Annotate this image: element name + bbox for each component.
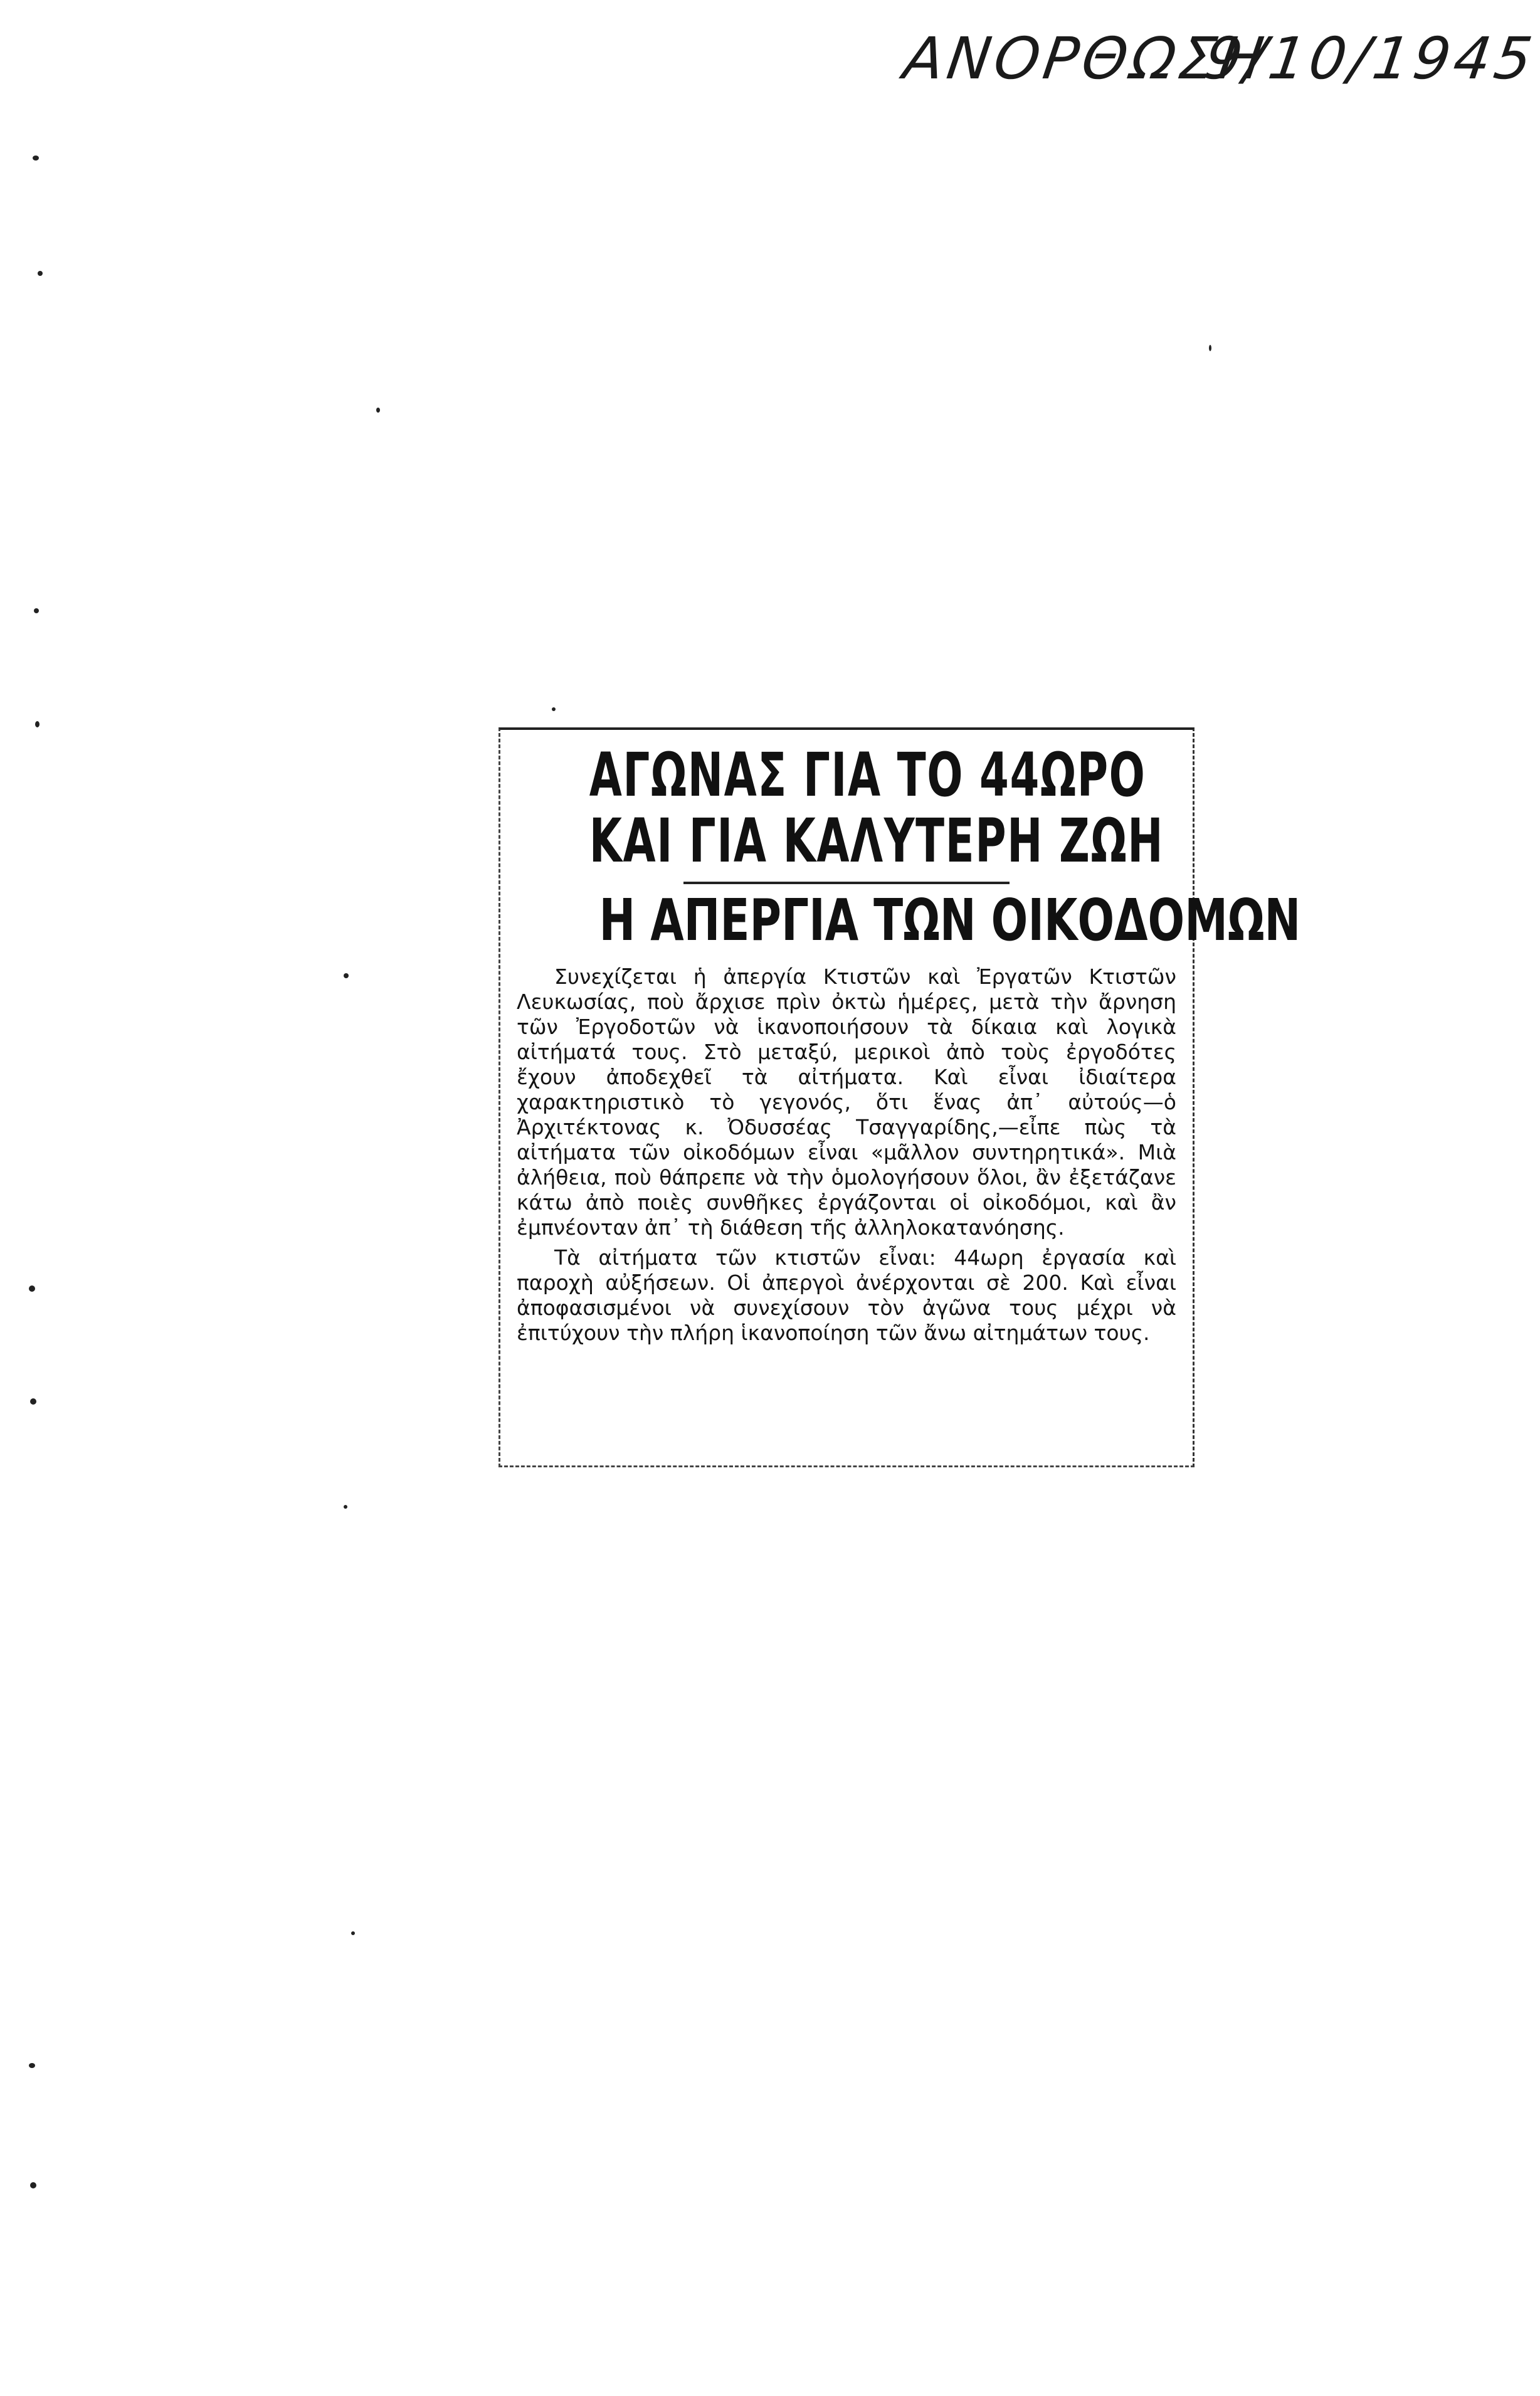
scan-speck <box>30 1398 36 1405</box>
scan-speck <box>29 1285 35 1292</box>
annotation-date: 9/10/1945 <box>1200 25 1540 92</box>
scan-speck <box>34 608 39 613</box>
newspaper-clipping <box>498 727 1301 1467</box>
scan-speck <box>33 156 39 161</box>
scan-speck <box>38 271 43 276</box>
scan-speck <box>35 721 40 727</box>
article-paragraph-2: Τὰ αἰτήματα τῶν κτιστῶν εἶναι: 44ωρη ἐργασία καὶ παροχὴ αὐξήσεων. Οἱ ἀπεργοὶ ἀνέρχονται σὲ 200. Καὶ εἶναι ἀποφασισμένοι νὰ συνεχίσουν τὸν ἀγῶνα τους μέχρι νὰ ἐπιτύχουν τὴν πλήρη ἱκανοποίηση τῶν ἄνω αἰτημάτων τους. <box>517 1245 1176 1346</box>
article-paragraph-1: Συνεχίζεται ἡ ἀπεργία Κτιστῶν καὶ Ἐργατῶν Κτιστῶν Λευκωσίας, ποὺ ἄρχισε πρὶν ὀκτὼ ἡμέρες, μετὰ τὴν ἄρνηση τῶν Ἐργοδοτῶν νὰ ἱκανοποιήσουν τὰ δίκαια καὶ λογικὰ αἰτήματά τους. Στὸ μεταξύ, μερικοὶ ἀπὸ τοὺς ἐργοδότες ἔχουν ἀποδεχθεῖ τὰ αἰτήματα. Καὶ εἶναι ἰδιαίτερα χαρακτηριστικὸ τὸ γεγονός, ὅτι ἕνας ἀπ᾽ αὐτούς—ὁ Ἀρχιτέκτονας κ. Ὀδυσσέας Τσαγγαρίδης,—εἶπε πὼς τὰ αἰτήματα τῶν οἰκοδόμων εἶναι «μᾶλλον συντηρητικά». Μιὰ ἀλήθεια, ποὺ θάπρεπε νὰ τὴν ὁμολογήσουν ὅλοι, ἂν ἐξετάζανε κάτω ἀπὸ ποιὲς συνθῆκες ἐργάζονται οἱ οἰκοδόμοι, καὶ ἂν ἐμπνέονταν ἀπ᾽ τὴ διάθεση τῆς ἀλληλοκατανόησης. <box>517 964 1176 1240</box>
subheadline: Η ΑΠΕΡΓΙΑ ΤΩΝ ΟΙΚΟΔΟΜΩΝ <box>599 886 1301 954</box>
headline-line-2: ΚΑΙ ΓΙΑ ΚΑΛΥΤΕΡΗ ΖΩΗ <box>589 805 1164 876</box>
scan-speck <box>351 1931 355 1935</box>
handwritten-annotation <box>897 25 1540 113</box>
scan-speck <box>30 2182 36 2188</box>
scan-speck <box>29 2063 35 2068</box>
scan-speck <box>376 408 380 413</box>
scan-speck <box>344 1505 347 1509</box>
annotation-newspaper-name: ΑΝΟΡΘΩΣΗ <box>899 25 1272 92</box>
scan-speck <box>344 973 349 978</box>
headline-line-1: ΑΓΩΝΑΣ ΓΙΑ ΤΟ 44ΩΡΟ <box>589 740 1146 810</box>
scan-speck <box>552 707 556 711</box>
headline-divider <box>683 882 1010 884</box>
scan-speck <box>1209 345 1211 351</box>
